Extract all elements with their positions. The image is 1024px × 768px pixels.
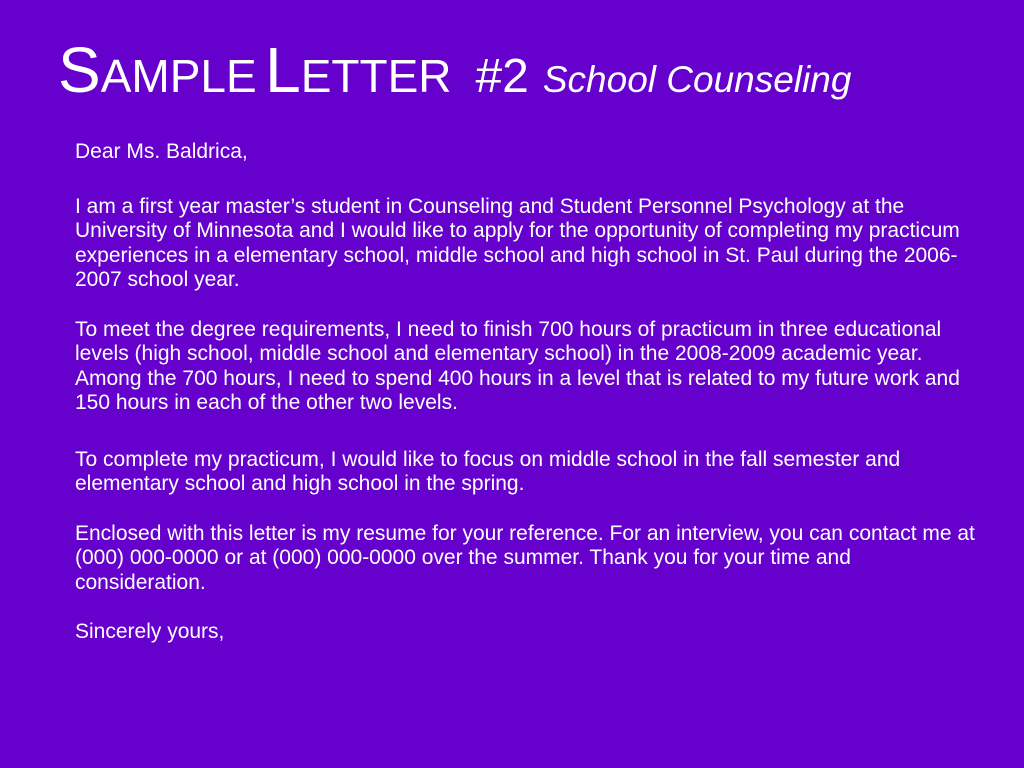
- title-word-ample: AMPLE: [100, 50, 257, 102]
- title-initial-s: S: [58, 34, 101, 106]
- letter-closing: Sincerely yours,: [75, 620, 225, 643]
- letter-paragraph-4: Enclosed with this letter is my resume for your reference. For an interview, you can contact me at (000) 000-0000 or at (000) 000-0000 over the summer. Thank you for your time and consideration.: [75, 521, 975, 594]
- title-word-etter: ETTER: [300, 50, 452, 102]
- title-subtitle: School Counseling: [542, 59, 852, 100]
- letter-paragraph-1: I am a first year master’s student in Counseling and Student Personnel Psychology at the University of Minnesota and I would like to apply for the opportunity of completing my practicum experiences in a elementary school, middle school and high school in St. Paul during the 2006-2007 school year.: [75, 194, 960, 291]
- letter-body: [75, 140, 975, 645]
- letter-paragraph-3: To complete my practicum, I would like to focus on middle school in the fall semester and elementary school and high school in the spring.: [75, 447, 901, 495]
- letter-greeting: Dear Ms. Baldrica,: [75, 140, 248, 163]
- slide-title: [58, 34, 852, 106]
- title-number: #2: [475, 50, 529, 103]
- letter-paragraph-2: To meet the degree requirements, I need to finish 700 hours of practicum in three educational levels (high school, middle school and elementary school) in the 2008-2009 academic year. Among the 700 hours, I need to spend 400 hours in a level that is related to my future work and 150 hours in each of the other two levels.: [75, 317, 960, 414]
- title-initial-l: L: [265, 34, 301, 106]
